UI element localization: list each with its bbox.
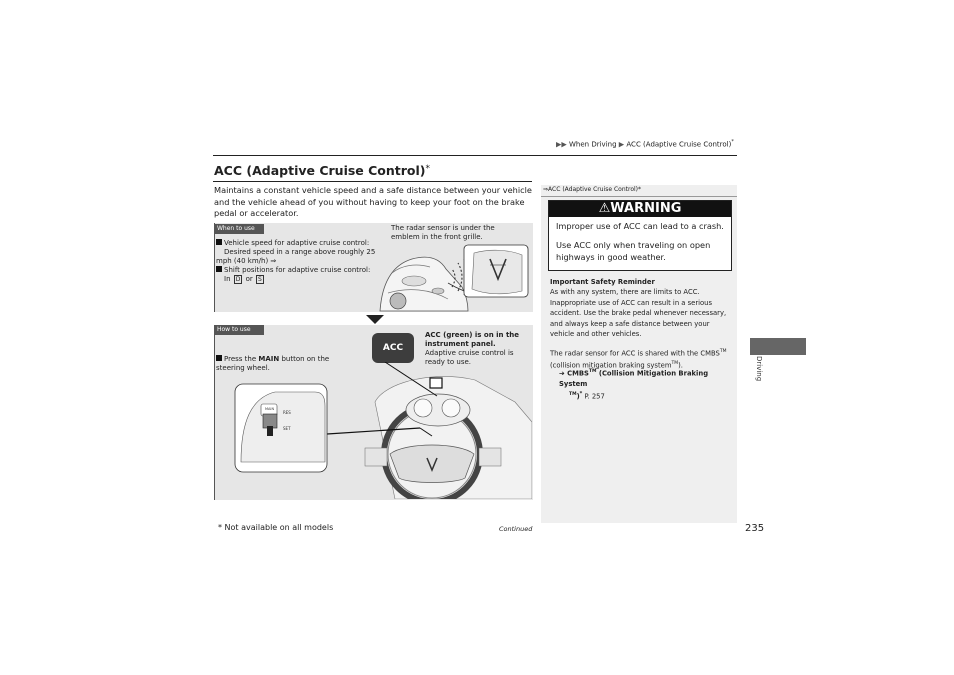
sidebar-header-text: ACC (Adaptive Cruise Control) (548, 186, 638, 193)
warning-triangle-icon: ⚠ (598, 201, 611, 216)
set-button-label: SET (283, 426, 291, 431)
title-rule (213, 181, 532, 182)
breadcrumb-section[interactable]: When Driving (569, 140, 617, 149)
cmbs-link[interactable] (559, 367, 729, 402)
warning-text-1: Improper use of ACC can lead to a crash. (556, 221, 724, 231)
warning-label: WARNING (610, 201, 682, 216)
warning-text-2: Use ACC only when traveling on open highways in good weather. (556, 240, 711, 262)
link-arrow-icon: ➔ (559, 369, 565, 378)
page-title-text: ACC (Adaptive Cruise Control) (214, 163, 426, 178)
press-suffix: button on the steering wheel. (216, 355, 330, 372)
radar-shared-a: The radar sensor for ACC is shared with the CMBS (550, 349, 720, 358)
when-to-use-tag: When to use (214, 224, 264, 234)
sidebar-header-star: * (638, 186, 641, 193)
gear-s-key: S (258, 276, 262, 283)
main-button-icon-label: MAIN (265, 407, 275, 411)
chapter-tab-label: Driving (755, 356, 763, 382)
shift-condition (216, 266, 386, 284)
speed-condition-detail: Desired speed in a range above roughly 25 mph (40 km/h) (216, 248, 376, 265)
shift-in-text: In (224, 275, 231, 283)
cmbs-link-star: * (579, 391, 583, 398)
tm-mark: TM (719, 349, 727, 354)
cmbs-link-c[interactable]: ) (576, 392, 580, 401)
radar-shared-b: (collision mitigation braking system (550, 361, 672, 370)
how-to-use-tag: How to use (214, 325, 264, 335)
cmbs-link-page[interactable]: P. 257 (582, 392, 605, 401)
chapter-tab[interactable] (750, 338, 806, 355)
bullet-square-icon (216, 355, 222, 361)
breadcrumb-star: * (731, 139, 734, 145)
gear-d-key: D (235, 276, 241, 283)
car-front-illustration (378, 243, 532, 312)
tm-mark: TM (588, 369, 597, 374)
bullet-square-icon (216, 239, 222, 245)
warning-header (549, 201, 731, 217)
cmbs-link-b[interactable]: (Collision Mitigation Braking System (559, 369, 709, 388)
page-title (214, 163, 430, 178)
radar-note: The radar sensor is under the emblem in the front grille. (391, 224, 495, 241)
sidebar-ref-icon: ⇒ (543, 186, 549, 193)
breadcrumb (556, 139, 734, 148)
page-number: 235 (745, 523, 765, 534)
main-button-label: MAIN (258, 355, 280, 363)
tm-mark: TM (671, 360, 679, 366)
safety-reminder-title: Important Safety Reminder (550, 278, 655, 286)
breadcrumb-arrow-icon: ▶▶ (556, 140, 567, 149)
ref-arrow-icon: ⇒ (270, 257, 277, 265)
continued-label: Continued (499, 525, 533, 533)
acc-status-bold: ACC (green) is on in the instrument panel. (425, 331, 520, 348)
res-button-label: RES (283, 410, 291, 415)
page-title-star: * (425, 164, 431, 174)
breadcrumb-topic[interactable]: ACC (Adaptive Cruise Control) (626, 140, 732, 149)
bullet-square-icon (216, 266, 222, 272)
sidebar-header-rule (541, 196, 737, 197)
steering-wheel-illustration (215, 362, 532, 499)
breadcrumb-arrow-icon: ▶ (618, 140, 625, 149)
speed-condition (216, 239, 386, 266)
intro-paragraph: Maintains a constant vehicle speed and a safe distance between your vehicle and the vehicle ahead of you without having to keep your foot on the brake pedal or accelerator. (214, 185, 532, 218)
safety-reminder-text: As with any system, there are limits to ACC. Inappropriate use of ACC can result in a serious accident. Use the brake pedal whenever necessary, and always keep a safe distance between your vehicle and other vehicles. (550, 288, 727, 338)
acc-indicator-badge: ACC (372, 333, 414, 363)
sidebar-header (543, 186, 641, 193)
down-arrow-icon (366, 315, 384, 324)
cmbs-link-a[interactable]: CMBS (567, 369, 589, 378)
press-prefix: Press the (224, 355, 259, 363)
tm-mark: TM (569, 392, 577, 398)
radar-shared-c: ). (678, 361, 683, 370)
shift-condition-title: Shift positions for adaptive cruise control: (224, 266, 371, 274)
header-rule (213, 155, 737, 156)
acc-status-text: Adaptive cruise control is ready to use. (425, 349, 514, 366)
speed-condition-title: Vehicle speed for adaptive cruise control: (224, 239, 370, 247)
shift-or-text: or (245, 275, 253, 283)
footnote: * Not available on all models (218, 523, 334, 532)
